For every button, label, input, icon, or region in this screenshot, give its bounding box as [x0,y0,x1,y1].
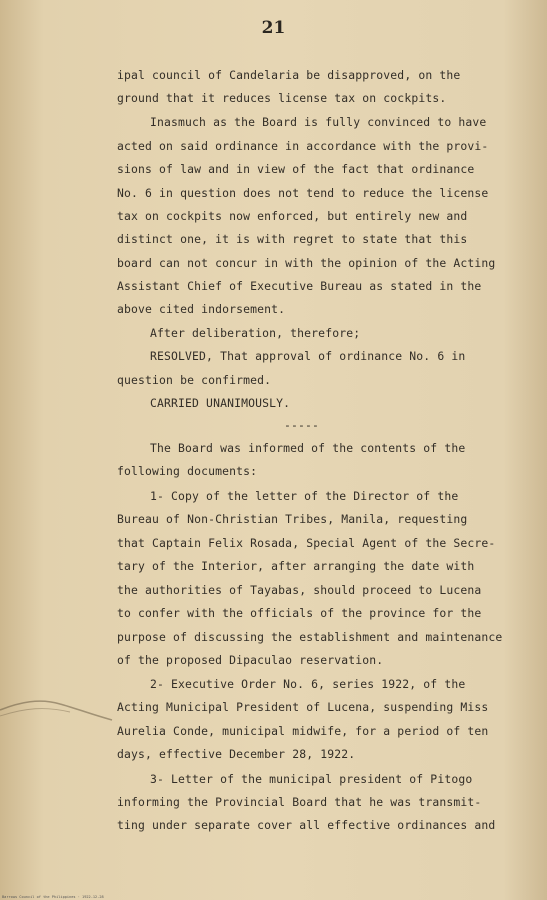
text-line: tax on cockpits now enforced, but entirely new and [117,209,468,223]
text-line: Assistant Chief of Executive Bureau as stated in the [117,279,482,293]
text-line: The Board was informed of the contents of the [150,441,466,455]
text-line: ground that it reduces license tax on cockpits. [117,91,447,105]
text-line: to confer with the officials of the province for the [117,606,482,620]
separator-dashes: ----- [284,418,320,432]
paper-crease-mark [0,690,120,730]
text-line: No. 6 in question does not tend to reduce the license [117,186,489,200]
text-line: purpose of discussing the establishment and maintenance [117,630,503,644]
text-line: CARRIED UNANIMOUSLY. [150,396,291,410]
page-number: 21 [261,18,286,38]
text-line: After deliberation, therefore; [150,326,361,340]
text-line: RESOLVED, That approval of ordinance No. 6 in [150,349,466,363]
text-line: question be confirmed. [117,373,272,387]
text-line: that Captain Felix Rosada, Special Agent of the Secre- [117,536,496,550]
text-line: distinct one, it is with regret to state that this [117,232,468,246]
text-line: 3- Letter of the municipal president of Pitogo [150,772,473,786]
text-line: 1- Copy of the letter of the Director of the [150,489,459,503]
text-line: sions of law and in view of the fact that ordinance [117,162,475,176]
text-line: following documents: [117,464,258,478]
text-line: acted on said ordinance in accordance with the provi- [117,139,489,153]
text-line: Bureau of Non-Christian Tribes, Manila, requesting [117,512,468,526]
text-line: of the proposed Dipaculao reservation. [117,653,384,667]
text-line: Inasmuch as the Board is fully convinced to have [150,115,487,129]
text-line: Acting Municipal President of Lucena, suspending Miss [117,700,489,714]
text-line: Aurelia Conde, municipal midwife, for a period of ten [117,724,489,738]
text-line: ipal council of Candelaria be disapproved, on the [117,68,461,82]
text-line: board can not concur in with the opinion of the Acting [117,256,496,270]
text-line: above cited indorsement. [117,302,286,316]
text-line: tary of the Interior, after arranging the date with [117,559,475,573]
text-line: informing the Provincial Board that he was transmit- [117,795,482,809]
text-line: 2- Executive Order No. 6, series 1922, of the [150,677,466,691]
archive-footer: Barrows Council of the Philippines · 1922-12-28 [2,895,104,899]
text-line: days, effective December 28, 1922. [117,747,356,761]
text-line: the authorities of Tayabas, should proceed to Lucena [117,583,482,597]
text-line: ting under separate cover all effective ordinances and [117,818,496,832]
